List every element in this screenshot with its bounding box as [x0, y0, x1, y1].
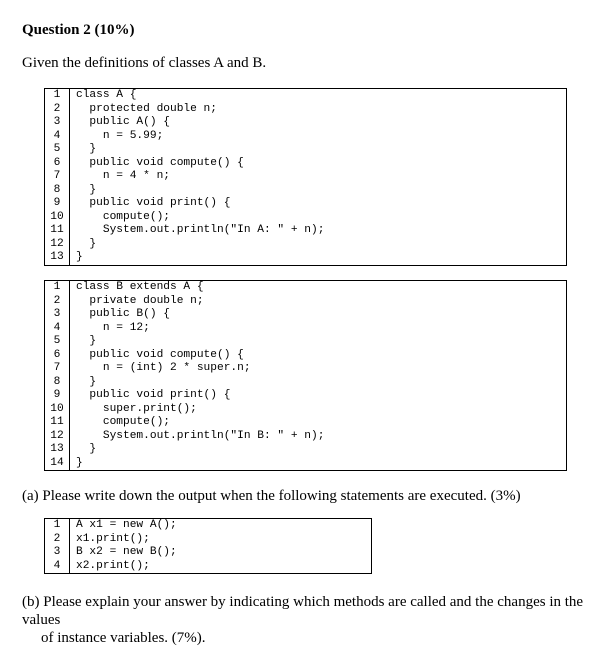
code-text: }	[76, 456, 83, 469]
code-text: class B extends A {	[76, 281, 204, 293]
code-line	[45, 184, 324, 198]
code-line	[45, 457, 324, 471]
code-line	[45, 519, 177, 533]
question-intro: Given the definitions of classes A and B.	[22, 55, 267, 71]
code-text: B x2 = new B();	[76, 546, 177, 558]
code-line	[45, 403, 324, 417]
line-number: 4	[45, 560, 70, 574]
line-number: 12	[45, 430, 70, 444]
code-text: n = (int) 2 * super.n;	[76, 362, 251, 374]
line-number: 13	[45, 443, 70, 457]
line-number: 9	[45, 197, 70, 211]
code-text: }	[76, 237, 97, 250]
line-number: 13	[45, 251, 70, 265]
code-text: x1.print();	[76, 532, 150, 545]
class-a-lines	[45, 89, 324, 265]
code-text: n = 12;	[76, 321, 150, 334]
question-heading: Question 2 (10%)	[22, 22, 135, 38]
code-line	[45, 308, 324, 322]
line-number: 12	[45, 238, 70, 252]
code-line	[45, 281, 324, 295]
code-text: n = 5.99;	[76, 129, 164, 142]
code-text: A x1 = new A();	[76, 519, 177, 531]
code-line	[45, 362, 324, 376]
line-number: 1	[45, 281, 70, 295]
code-text: public void compute() {	[76, 156, 244, 169]
class-b-code-block	[44, 280, 567, 471]
code-line	[45, 130, 324, 144]
line-number: 8	[45, 184, 70, 198]
line-number: 4	[45, 322, 70, 336]
code-line	[45, 89, 324, 103]
code-text: }	[76, 251, 83, 263]
code-text: public A() {	[76, 116, 170, 128]
line-number: 7	[45, 362, 70, 376]
code-line	[45, 103, 324, 117]
code-line	[45, 546, 177, 560]
code-line	[45, 224, 324, 238]
code-text: public B() {	[76, 308, 170, 320]
code-text: }	[76, 443, 97, 455]
line-number: 3	[45, 116, 70, 130]
code-text: protected double n;	[76, 102, 217, 115]
code-line	[45, 238, 324, 252]
code-line	[45, 157, 324, 171]
code-text: public void print() {	[76, 389, 231, 401]
statement-lines	[45, 519, 177, 573]
line-number: 1	[45, 89, 70, 103]
line-number: 8	[45, 376, 70, 390]
code-text: private double n;	[76, 294, 204, 307]
line-number: 1	[45, 519, 70, 533]
part-b-line-1: (b) Please explain your answer by indicating which methods are called and the changes in the values	[22, 594, 584, 628]
code-line	[45, 322, 324, 336]
code-text: public void print() {	[76, 197, 231, 209]
code-text: }	[76, 335, 97, 347]
line-number: 11	[45, 416, 70, 430]
line-number: 9	[45, 389, 70, 403]
part-a-prompt: (a) Please write down the output when the following statements are executed. (3%)	[22, 488, 521, 504]
line-number: 10	[45, 403, 70, 417]
code-line	[45, 211, 324, 225]
line-number: 3	[45, 308, 70, 322]
code-line	[45, 197, 324, 211]
code-line	[45, 295, 324, 309]
class-a-code-block	[44, 88, 567, 266]
code-line	[45, 443, 324, 457]
code-line	[45, 116, 324, 130]
part-b-line-2: of instance variables. (7%).	[41, 630, 206, 646]
code-text: System.out.println("In A: " + n);	[76, 224, 325, 236]
line-number: 14	[45, 457, 70, 471]
code-line	[45, 430, 324, 444]
code-line	[45, 389, 324, 403]
line-number: 2	[45, 103, 70, 117]
code-text: }	[76, 143, 97, 155]
code-text: public void compute() {	[76, 348, 244, 361]
code-text: System.out.println("In B: " + n);	[76, 429, 325, 442]
code-text: compute();	[76, 210, 170, 223]
code-line	[45, 349, 324, 363]
line-number: 4	[45, 130, 70, 144]
code-line	[45, 560, 177, 574]
code-text: compute();	[76, 416, 170, 428]
line-number: 5	[45, 143, 70, 157]
code-text: x2.print();	[76, 559, 150, 572]
line-number: 11	[45, 224, 70, 238]
code-line	[45, 143, 324, 157]
code-line	[45, 533, 177, 547]
line-number: 3	[45, 546, 70, 560]
code-line	[45, 376, 324, 390]
code-text: }	[76, 183, 97, 196]
line-number: 7	[45, 170, 70, 184]
code-line	[45, 251, 324, 265]
code-text: }	[76, 375, 97, 388]
class-b-lines	[45, 281, 324, 470]
line-number: 2	[45, 533, 70, 547]
line-number: 6	[45, 349, 70, 363]
code-line	[45, 335, 324, 349]
code-line	[45, 170, 324, 184]
code-text: class A {	[76, 89, 137, 101]
code-line	[45, 416, 324, 430]
line-number: 10	[45, 211, 70, 225]
line-number: 5	[45, 335, 70, 349]
code-text: n = 4 * n;	[76, 170, 170, 182]
line-number: 6	[45, 157, 70, 171]
statements-code-block	[44, 518, 372, 574]
code-text: super.print();	[76, 402, 197, 415]
line-number: 2	[45, 295, 70, 309]
